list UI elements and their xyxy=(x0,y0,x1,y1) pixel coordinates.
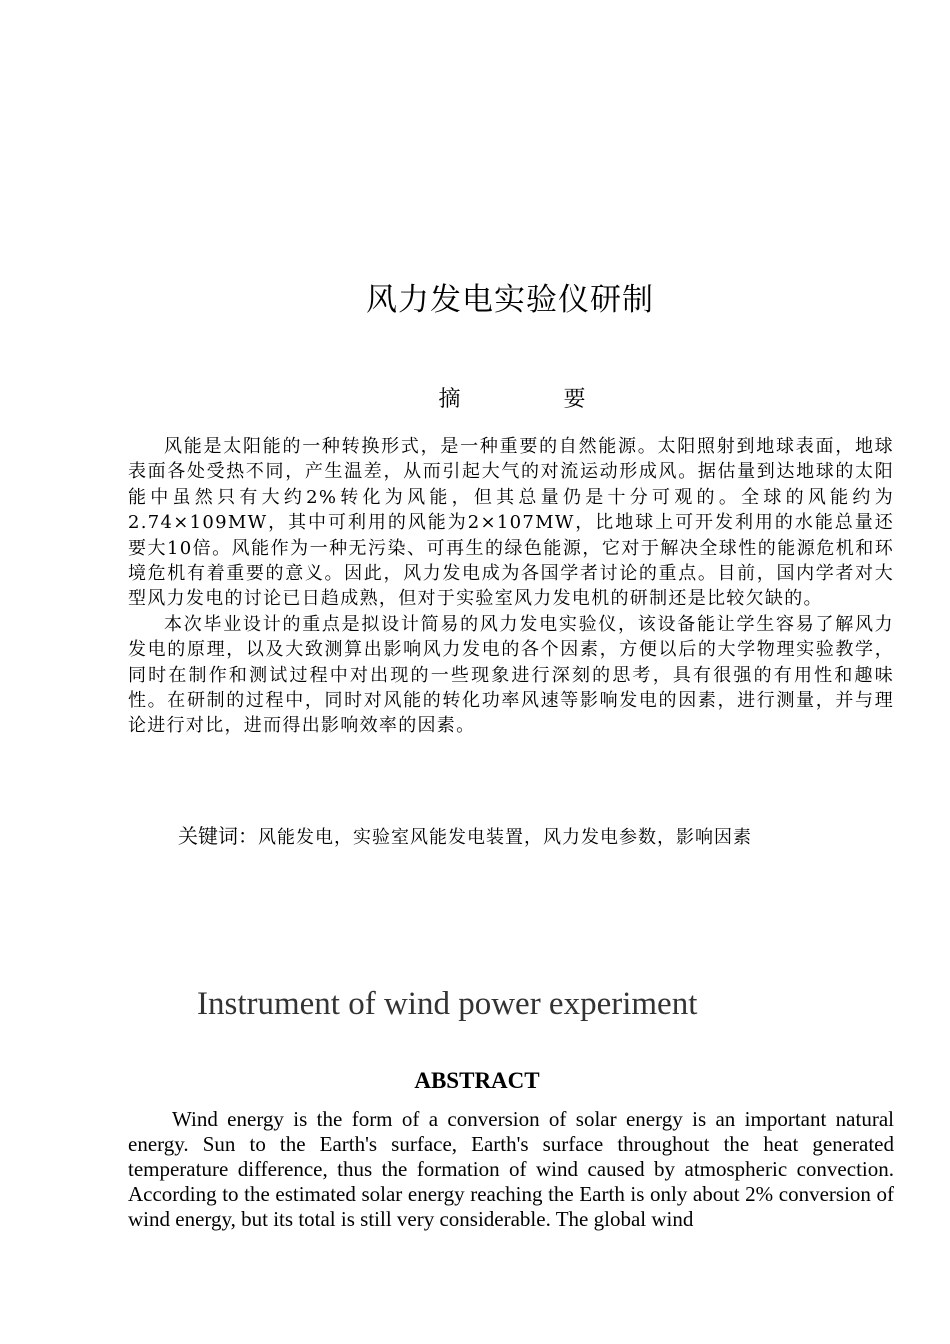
chinese-abstract-paragraph-1: 风能是太阳能的一种转换形式，是一种重要的自然能源。太阳照射到地球表面，地球表面各处受热不同，产生温差，从而引起大气的对流运动形成风。据估量到达地球的太阳能中虽然只有大约2%转化为风能，但其总量仍是十分可观的。全球的风能约为2.74×109MW，其中可利用的风能为2×107MW，比地球上可开发利用的水能总量还要大10倍。风能作为一种无污染、可再生的绿色能源，它对于解决全球性的能源危机和环境危机有着重要的意义。因此，风力发电成为各国学者讨论的重点。目前，国内学者对大型风力发电的讨论已日趋成熟，但对于实验室风力发电机的研制还是比较欠缺的。 xyxy=(128,436,894,610)
chinese-abstract-paragraph-2: 本次毕业设计的重点是拟设计简易的风力发电实验仪，该设备能让学生容易了解风力发电的原理，以及大致测算出影响风力发电的各个因素，方便以后的大学物理实验教学，同时在制作和测试过程中对出现的一些现象进行深刻的思考，具有很强的有用性和趣味性。在研制的过程中，同时对风能的转化功率风速等影响发电的因素，进行测量，并与理论进行对比，进而得出影响效率的因素。 xyxy=(128,613,894,737)
english-abstract-body xyxy=(128,1107,894,1232)
chinese-title: 风力发电实验仪研制 xyxy=(366,282,654,318)
english-abstract-heading: ABSTRACT xyxy=(414,1068,540,1093)
chinese-abstract-body xyxy=(128,434,894,739)
english-title: Instrument of wind power experiment xyxy=(197,986,698,1022)
chinese-abstract-heading: 摘 要 xyxy=(438,387,634,412)
english-abstract-paragraph: Wind energy is the form of a conversion of solar energy is an important natural energy. Sun to the Earth's surface, Earth's surface throughout the heat generated temperature difference, thus the formation of wind caused by atmospheric convection. According to the estimated solar energy reaching the Earth is only about 2% conversion of wind energy, but its total is still very considerable. The global wind xyxy=(128,1107,894,1231)
keywords-text: 风能发电，实验室风能发电装置，风力发电参数，影响因素 xyxy=(258,827,752,848)
chinese-keywords xyxy=(178,820,898,849)
keywords-label: 关键词： xyxy=(178,824,258,848)
